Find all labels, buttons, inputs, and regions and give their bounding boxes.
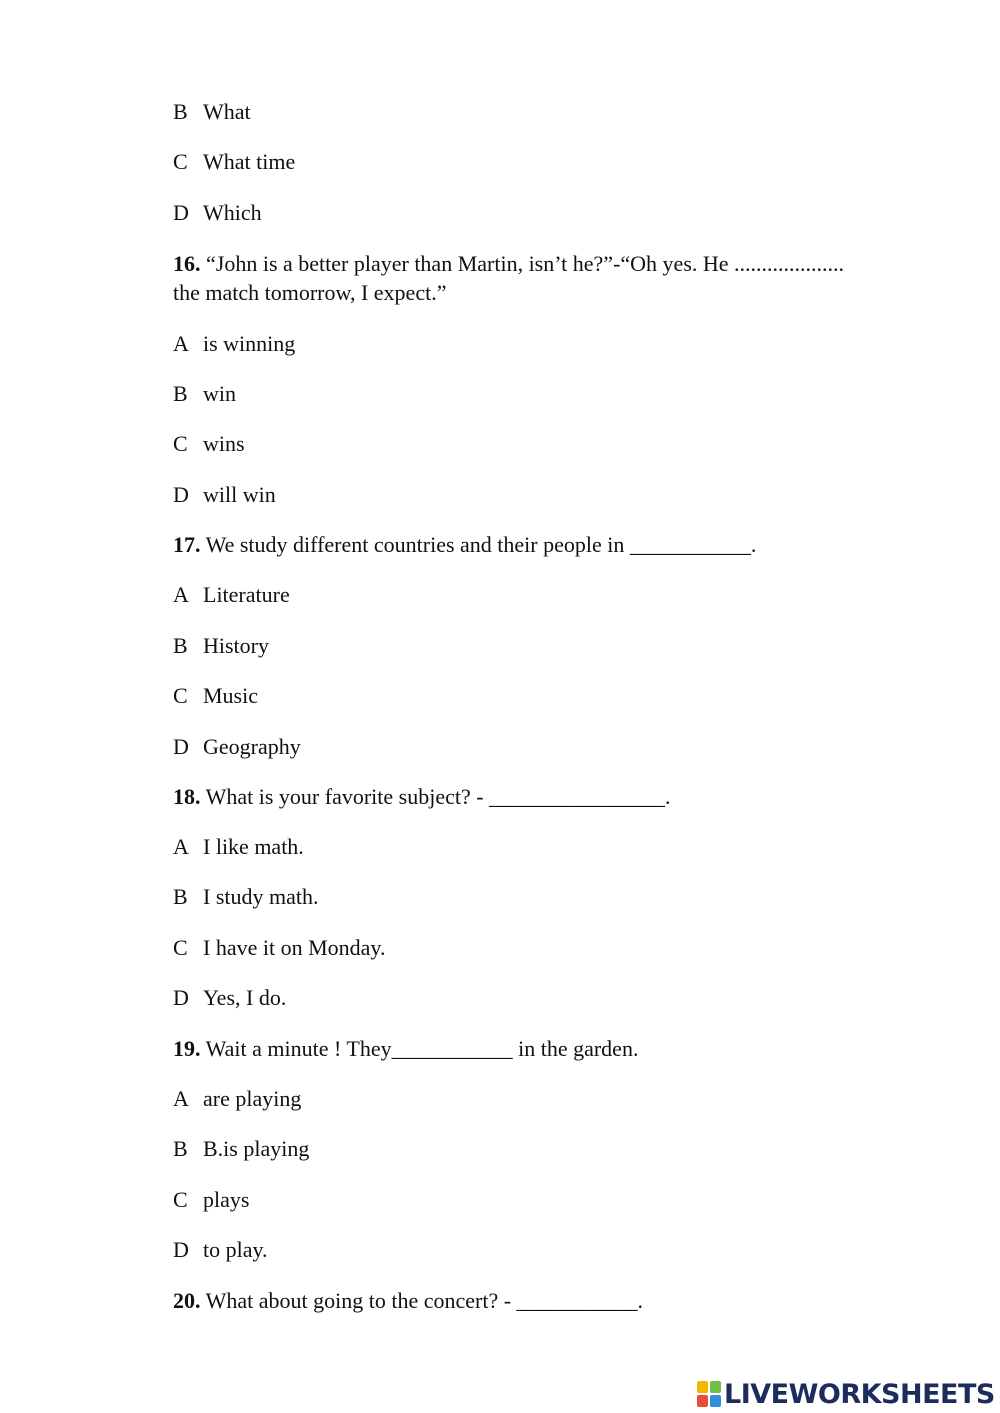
option-text: What time [203,149,296,174]
option-letter: C [173,149,188,174]
answer-option [173,329,295,358]
logo-square [697,1395,708,1407]
option-text: I study math. [203,884,319,909]
answer-option [173,983,286,1012]
answer-option [173,147,295,176]
option-letter: C [173,431,188,456]
question [173,1286,643,1315]
question-text: What about going to the concert? - ___________. [200,1288,644,1313]
option-text: Which [203,200,262,225]
option-text: are playing [203,1086,302,1111]
option-text: Yes, I do. [203,985,287,1010]
option-text: wins [203,431,245,456]
logo-square [710,1395,721,1407]
answer-option [173,732,301,761]
question [173,1034,638,1063]
question [173,782,671,811]
option-text: is winning [203,331,296,356]
option-text: I have it on Monday. [203,935,386,960]
question [173,249,844,278]
logo-square [697,1381,708,1393]
logo-square [710,1381,721,1393]
option-letter: B [173,633,188,658]
question [173,530,756,559]
question-text-continuation: the match tomorrow, I expect.” [173,280,447,305]
answer-option [173,681,258,710]
answer-option [173,1235,268,1264]
question-text: Wait a minute ! They___________ in the garden. [200,1036,639,1061]
answer-option [173,882,319,911]
question-text: We study different countries and their people in ___________. [200,532,757,557]
option-text: History [203,633,269,658]
option-letter: A [173,834,189,859]
answer-option [173,1084,301,1113]
option-letter: B [173,381,188,406]
question-text: What is your favorite subject? - ________________. [200,784,671,809]
answer-option [173,580,290,609]
option-letter: D [173,1237,189,1262]
answer-option [173,832,304,861]
answer-option [173,198,262,227]
answer-option [173,1134,309,1163]
answer-option [173,379,236,408]
option-text: plays [203,1187,250,1212]
option-letter: B [173,99,188,124]
option-letter: C [173,1187,188,1212]
option-text: will win [203,482,276,507]
answer-option [173,97,251,126]
question-text: “John is a better player than Martin, isn’t he?”-“Oh yes. He .................... [200,251,845,276]
question-number: 18. [173,784,201,809]
option-letter: D [173,734,189,759]
option-letter: B [173,1136,188,1161]
answer-option [173,933,385,962]
option-letter: B [173,884,188,909]
option-text: What [203,99,251,124]
logo-mark-icon [697,1381,721,1407]
option-text: Music [203,683,258,708]
option-letter: A [173,582,189,607]
option-letter: C [173,683,188,708]
answer-option [173,1185,249,1214]
option-text: I like math. [203,834,304,859]
question-number: 20. [173,1288,201,1313]
option-letter: D [173,482,189,507]
option-letter: A [173,1086,189,1111]
answer-option [173,480,276,509]
option-letter: A [173,331,189,356]
answer-option [173,429,245,458]
question-number: 19. [173,1036,201,1061]
option-letter: D [173,985,189,1010]
option-text: to play. [203,1237,268,1262]
question-number: 17. [173,532,201,557]
option-letter: C [173,935,188,960]
option-text: Geography [203,734,301,759]
option-text: B.is playing [203,1136,310,1161]
option-text: Literature [203,582,290,607]
option-text: win [203,381,236,406]
option-letter: D [173,200,189,225]
answer-option [173,631,269,660]
question-number: 16. [173,251,201,276]
liveworksheets-logo [697,1378,995,1410]
logo-text: LIVEWORKSHEETS [724,1378,995,1410]
